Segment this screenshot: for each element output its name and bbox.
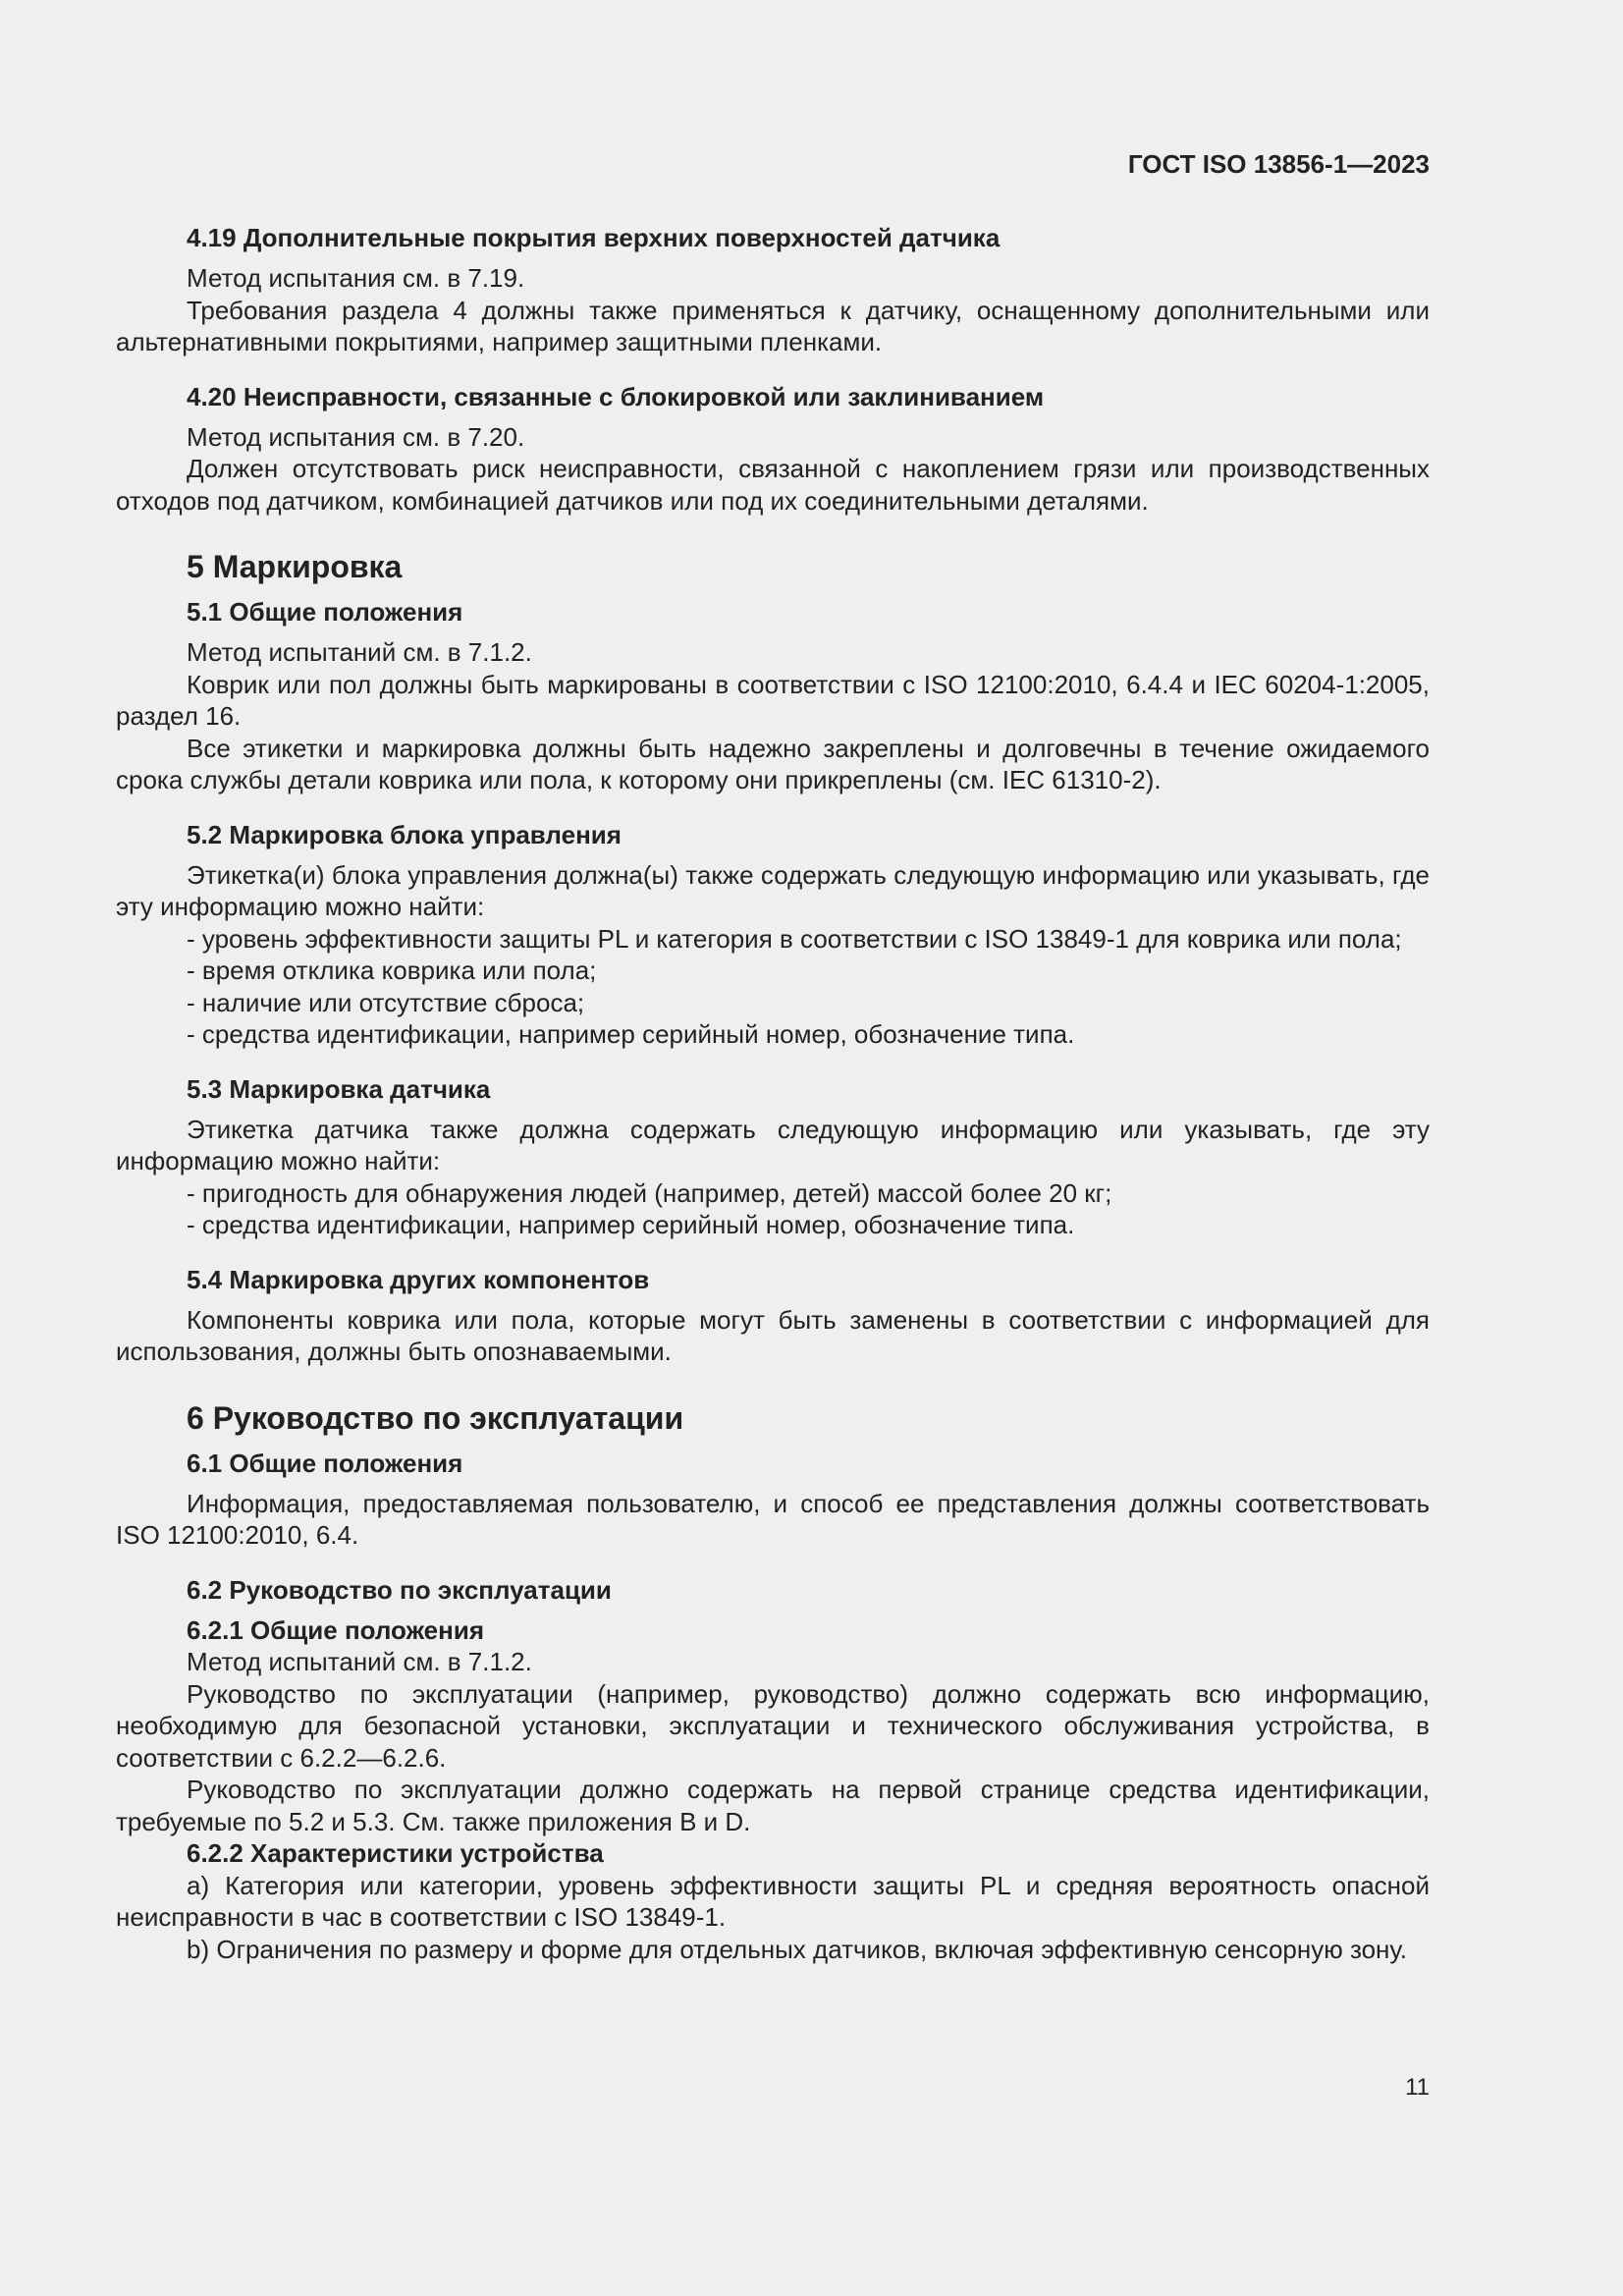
section-title: 5.4 Маркировка других компонентов [187,1264,650,1294]
page-content [116,221,1430,1987]
paragraph: Этикетка датчика также должна содержать следующую информацию или указывать, где эту информацию можно найти: [116,1114,1430,1175]
section-5-4 [116,1263,1430,1368]
section-5-3 [116,1072,1430,1241]
section-title: 6.2 Руководство по эксплуатации [187,1574,612,1605]
subsection-title: 6.2.1 Общие положения [187,1614,484,1645]
paragraph: Коврик или пол должны быть маркированы в соответствии с ISO 12100:2010, 6.4.4 и IEC 60204-1:2005, раздел 16. [116,669,1430,731]
paragraph: Метод испытания см. в 7.20. [187,421,525,452]
paragraph: Этикетка(и) блока управления должна(ы) также содержать следующую информацию или указывать, где эту информацию можно найти: [116,859,1430,921]
document-header: ГОСТ ISO 13856-1—2023 [1127,149,1430,179]
section-5-1 [116,595,1430,796]
section-title: 4.20 Неисправности, связанные с блокировкой или заклиниванием [187,381,1045,411]
list-item: - средства идентификации, например серийный номер, обозначение типа. [187,1210,1075,1239]
section-4-19 [116,221,1430,358]
chapter-title: 5 Маркировка [187,549,403,584]
paragraph: a) Категория или категории, уровень эффективности защиты PL и средняя вероятность опасной неисправности в час в соответствии с ISO 13849-1. [116,1870,1430,1932]
paragraph: Требования раздела 4 должны также применяться к датчику, оснащенному дополнительными или альтернативными покрытиями, например защитными пленками. [116,295,1430,356]
list-item: - пригодность для обнаружения людей (например, детей) массой более 20 кг; [187,1177,1112,1208]
section-6-1 [116,1447,1430,1552]
paragraph: Руководство по эксплуатации (например, руководство) должно содержать всю информацию, необходимую для безопасной установки, эксплуатации и технического обслуживания устройства, в соответствии с 6.2.2—6.2.6. [116,1678,1430,1773]
section-title: 5.1 Общие положения [187,597,463,627]
paragraph: b) Ограничения по размеру и форме для отдельных датчиков, включая эффективную сенсорную зону. [187,1934,1408,1964]
section-title: 5.2 Маркировка блока управления [187,819,622,849]
section-title: 6.1 Общие положения [187,1448,463,1478]
paragraph: Метод испытаний см. в 7.1.2. [187,637,532,667]
paragraph: Информация, предоставляемая пользователю, и способ ее представления должны соответствовать ISO 12100:2010, 6.4. [116,1488,1430,1550]
paragraph: Руководство по эксплуатации должно содержать на первой странице средства идентификации, требуемые по 5.2 и 5.3. См. также приложения B и D. [116,1775,1430,1836]
list-item: - уровень эффективности защиты PL и категория в соответствии с ISO 13849-1 для коврика или пола; [187,923,1402,954]
paragraph: Метод испытания см. в 7.19. [187,263,525,293]
section-title: 4.19 Дополнительные покрытия верхних поверхностей датчика [187,223,1001,252]
paragraph: Все этикетки и маркировка должны быть надежно закреплены и долговечны в течение ожидаемого срока службы детали коврика или пола, к которому они прикреплены (см. IEC 61310-2). [116,733,1430,794]
section-4-20 [116,380,1430,518]
section-5-2 [116,818,1430,1051]
section-6-2 [116,1573,1430,1966]
paragraph: Метод испытаний см. в 7.1.2. [187,1647,532,1676]
chapter-title: 6 Руководство по эксплуатации [187,1399,684,1436]
paragraph: Компоненты коврика или пола, которые могут быть заменены в соответствии с информацией для использования, должны быть опознаваемыми. [116,1304,1430,1366]
list-item: - средства идентификации, например серийный номер, обозначение типа. [187,1019,1075,1049]
section-title: 5.3 Маркировка датчика [187,1073,491,1104]
list-item: - наличие или отсутствие сброса; [187,987,585,1017]
paragraph: Должен отсутствовать риск неисправности, связанной с накоплением грязи или производственных отходов под датчиком, комбинацией датчиков или под их соединительными деталями. [116,454,1430,516]
list-item: - время отклика коврика или пола; [187,956,597,985]
subsection-title: 6.2.2 Характеристики устройства [187,1838,604,1868]
page-number: 11 [1405,2074,1430,2101]
